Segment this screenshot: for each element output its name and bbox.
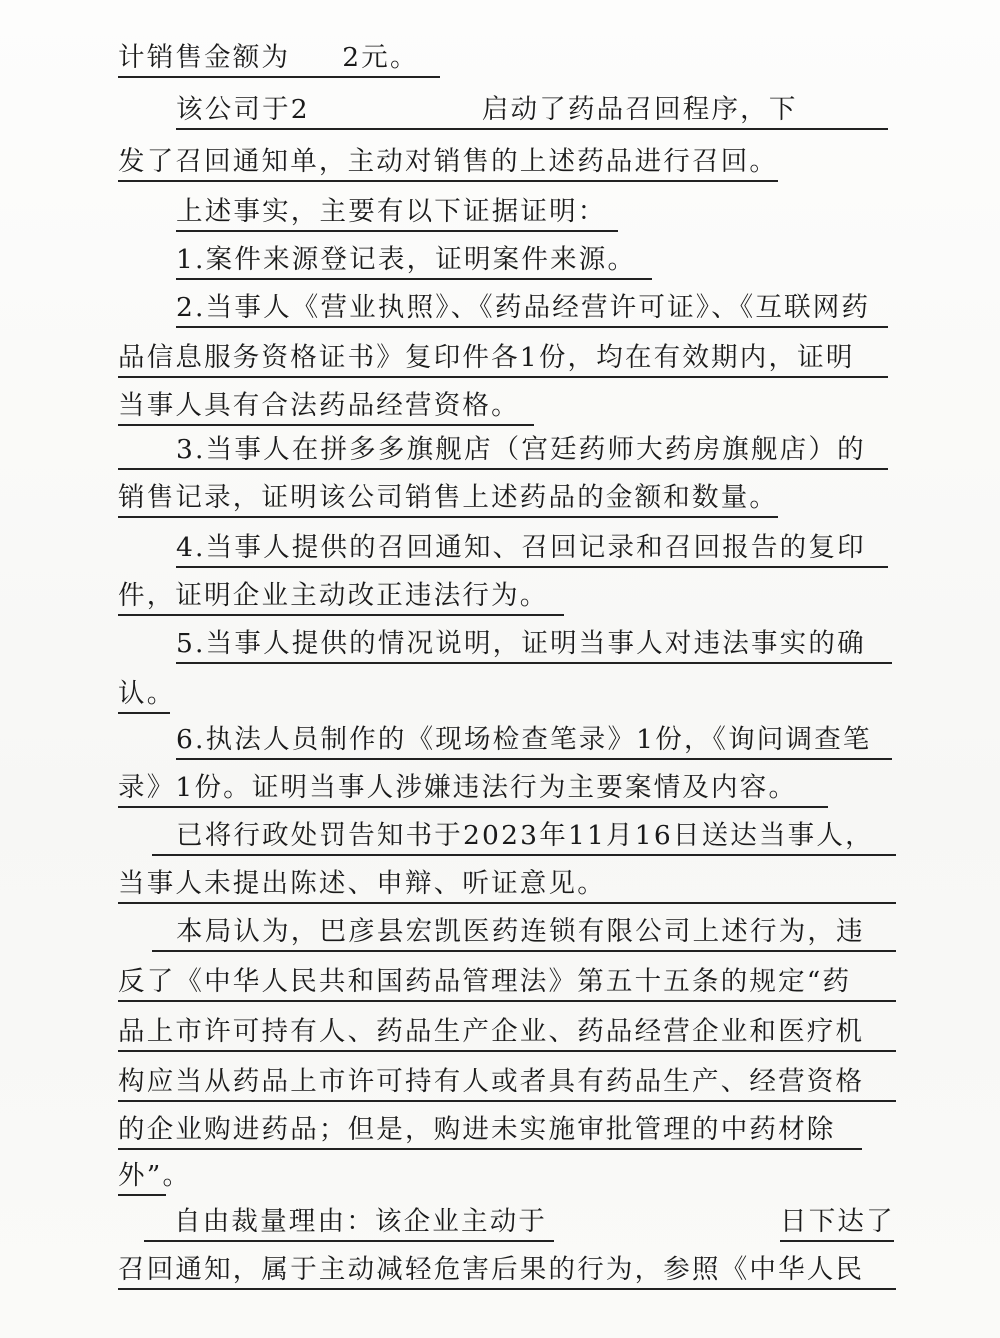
line-text-suffix: 启动了药品召回程序，下 [481,94,798,125]
line-text-suffix: 2元。 [342,42,419,73]
text-line [118,674,176,714]
text-line [118,962,896,1002]
text-line [176,192,618,232]
text-line [176,288,888,328]
line-text: 自由裁量理由：该企业主动于 [174,1206,548,1237]
text-line [118,38,440,78]
line-text: 认。 [118,678,176,709]
text-line [176,720,892,760]
line-text: 4.当事人提供的召回通知、召回记录和召回报告的复印 [176,532,866,563]
text-line [176,528,888,568]
line-text: 2.当事人《营业执照》、《药品经营许可证》、《互联网药 [176,292,871,323]
line-text: 录》1份。证明当事人涉嫌违法行为主要案情及内容。 [118,772,798,803]
text-line [118,1110,862,1150]
line-text: 构应当从药品上市许可持有人或者具有药品生产、经营资格 [118,1066,865,1097]
text-line [176,624,892,664]
line-text: 1.案件来源登记表，证明案件来源。 [176,244,637,275]
line-text: 该公司于2 [176,94,310,125]
text-line [118,576,564,616]
line-text: 本局认为，巴彦县宏凯医药连锁有限公司上述行为，违 [176,916,865,947]
line-text: 外”。 [118,1160,192,1191]
text-line [152,816,896,856]
text-line-continuation [780,1202,894,1242]
line-text: 发了召回通知单，主动对销售的上述药品进行召回。 [118,146,779,177]
line-text: 销售记录，证明该公司销售上述药品的金额和数量。 [118,482,779,513]
line-text: 3.当事人在拼多多旗舰店（宫廷药师大药房旗舰店）的 [176,434,866,465]
text-line [176,240,652,280]
text-line [118,1012,896,1052]
text-line [118,768,828,808]
line-text: 6.执法人员制作的《现场检查笔录》1份，《询问调查笔 [176,724,872,755]
line-text: 召回通知，属于主动减轻危害后果的行为，参照《中华人民 [118,1254,865,1285]
redacted-region [290,44,342,74]
text-line [118,478,778,518]
line-text: 已将行政处罚告知书于2023年11月16日送达当事人， [176,820,874,851]
line-text: 反了《中华人民共和国药品管理法》第五十五条的规定“药 [118,966,852,997]
text-line [144,1202,554,1242]
text-line [118,1250,896,1290]
line-text: 件，证明企业主动改正违法行为。 [118,580,549,611]
text-line [152,912,896,952]
text-line [118,430,888,470]
line-text: 上述事实，主要有以下证据证明： [176,196,607,227]
text-line [118,338,888,378]
line-text: 品信息服务资格证书》复印件各1份，均在有效期内，证明 [118,342,855,373]
text-line [118,386,534,426]
text-line [118,1062,896,1102]
line-text: 品上市许可持有人、药品生产企业、药品经营企业和医疗机 [118,1016,865,1047]
line-text: 当事人具有合法药品经营资格。 [118,390,520,421]
line-text: 当事人未提出陈述、申辩、听证意见。 [118,868,606,899]
line-text-suffix: 日下达了 [780,1206,895,1237]
line-text: 5.当事人提供的情况说明，证明当事人对违法事实的确 [176,628,866,659]
text-line [118,142,778,182]
line-text: 计销售金额为 [118,42,291,73]
text-line [176,90,888,130]
text-line [118,1156,192,1196]
line-text: 的企业购进药品；但是，购进未实施审批管理的中药材除 [118,1114,836,1145]
redacted-region [310,96,482,126]
text-line [118,864,896,904]
